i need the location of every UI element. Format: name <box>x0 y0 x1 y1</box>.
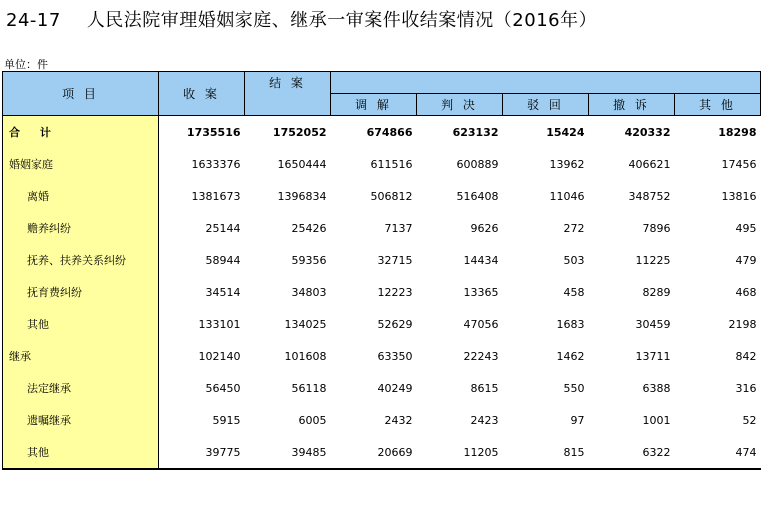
cell-mediation: 506812 <box>370 189 413 203</box>
cell-dismissed: 13962 <box>549 157 585 171</box>
cell-mediation: 20669 <box>331 436 417 469</box>
cell-other: 495 <box>735 221 757 235</box>
row-label: 遗嘱继承 <box>3 404 159 436</box>
cell-closed: 1650444 <box>277 157 327 171</box>
cell-withdrawn: 1001 <box>642 413 671 427</box>
cell-judgment: 22243 <box>463 349 499 363</box>
cell-other: 2198 <box>728 317 757 331</box>
cell-closed: 34803 <box>291 285 327 299</box>
table-row <box>3 180 761 212</box>
cell-other: 842 <box>735 349 757 363</box>
header-closed-blank <box>245 94 331 116</box>
cell-withdrawn: 8289 <box>642 285 671 299</box>
cell-closed: 6005 <box>298 413 327 427</box>
table-row <box>3 308 761 340</box>
cell-mediation: 12223 <box>377 285 413 299</box>
cell-judgment: 13365 <box>463 285 499 299</box>
cell-closed: 39485 <box>245 436 331 469</box>
header-dismissed: 驳 回 <box>503 94 589 116</box>
cell-withdrawn: 7896 <box>642 221 671 235</box>
cell-withdrawn: 13711 <box>635 349 671 363</box>
table-row <box>3 436 761 469</box>
cell-mediation: 2432 <box>384 413 413 427</box>
table-row <box>3 244 761 276</box>
cell-received: 133101 <box>198 317 241 331</box>
cell-received: 58944 <box>205 253 241 267</box>
cell-judgment: 623132 <box>452 125 499 139</box>
cell-dismissed: 458 <box>563 285 585 299</box>
row-label: 抚养、扶养关系纠纷 <box>3 244 159 276</box>
data-table <box>2 71 761 470</box>
cell-dismissed: 11046 <box>549 189 585 203</box>
cell-dismissed: 272 <box>563 221 585 235</box>
header-closed-span <box>331 72 761 94</box>
cell-judgment: 47056 <box>463 317 499 331</box>
cell-dismissed: 503 <box>563 253 585 267</box>
table-number: 24-17 <box>6 10 61 31</box>
cell-closed: 101608 <box>284 349 327 363</box>
cell-other: 479 <box>735 253 757 267</box>
header-mediation: 调 解 <box>331 94 417 116</box>
cell-withdrawn: 30459 <box>635 317 671 331</box>
cell-judgment: 8615 <box>470 381 499 395</box>
cell-closed: 1752052 <box>272 125 327 139</box>
table-row <box>3 276 761 308</box>
cell-other: 18298 <box>718 125 757 139</box>
cell-dismissed: 550 <box>563 381 585 395</box>
table-title-text: 人民法院审理婚姻家庭、继承一审案件收结案情况（2016年） <box>86 10 598 31</box>
cell-dismissed: 15424 <box>546 125 585 139</box>
cell-dismissed: 815 <box>503 436 589 469</box>
header-judgment: 判 决 <box>417 94 503 116</box>
row-label: 合 计 <box>3 116 159 149</box>
cell-other: 52 <box>742 413 757 427</box>
cell-mediation: 32715 <box>377 253 413 267</box>
cell-received: 25144 <box>205 221 241 235</box>
table-title <box>6 6 597 32</box>
header-other: 其 他 <box>675 94 761 116</box>
cell-closed: 59356 <box>291 253 327 267</box>
cell-closed: 134025 <box>284 317 327 331</box>
table-row <box>3 116 761 149</box>
cell-withdrawn: 6388 <box>642 381 671 395</box>
row-label: 离婚 <box>3 180 159 212</box>
cell-judgment: 600889 <box>456 157 499 171</box>
cell-other: 468 <box>735 285 757 299</box>
cell-received: 5915 <box>212 413 241 427</box>
cell-withdrawn: 6322 <box>589 436 675 469</box>
cell-received: 1381673 <box>191 189 241 203</box>
cell-withdrawn: 406621 <box>628 157 671 171</box>
row-label: 法定继承 <box>3 372 159 404</box>
table-row <box>3 148 761 180</box>
cell-mediation: 63350 <box>377 349 413 363</box>
cell-received: 102140 <box>198 349 241 363</box>
cell-received: 34514 <box>205 285 241 299</box>
cell-withdrawn: 348752 <box>628 189 671 203</box>
cell-withdrawn: 420332 <box>624 125 671 139</box>
row-label: 其他 <box>3 436 159 469</box>
cell-withdrawn: 11225 <box>635 253 671 267</box>
cell-judgment: 11205 <box>417 436 503 469</box>
row-label: 其他 <box>3 308 159 340</box>
table-row <box>3 340 761 372</box>
unit-label: 单位：件 <box>4 58 48 71</box>
cell-closed: 25426 <box>291 221 327 235</box>
row-label: 继承 <box>3 340 159 372</box>
cell-dismissed: 1462 <box>556 349 585 363</box>
cell-judgment: 9626 <box>470 221 499 235</box>
header-received: 收 案 <box>159 72 245 116</box>
row-label: 赡养纠纷 <box>3 212 159 244</box>
cell-dismissed: 1683 <box>556 317 585 331</box>
cell-mediation: 611516 <box>370 157 413 171</box>
cell-judgment: 14434 <box>463 253 499 267</box>
table-row <box>3 404 761 436</box>
header-item: 项 目 <box>3 72 159 116</box>
cell-received: 39775 <box>159 436 245 469</box>
header-closed: 结 案 <box>245 72 331 94</box>
table-row <box>3 212 761 244</box>
cell-mediation: 7137 <box>384 221 413 235</box>
cell-received: 56450 <box>205 381 241 395</box>
cell-other: 474 <box>675 436 761 469</box>
row-label: 抚育费纠纷 <box>3 276 159 308</box>
cell-closed: 1396834 <box>277 189 327 203</box>
row-label: 婚姻家庭 <box>3 148 159 180</box>
table-row <box>3 372 761 404</box>
cell-mediation: 52629 <box>377 317 413 331</box>
cell-mediation: 40249 <box>377 381 413 395</box>
cell-other: 316 <box>735 381 757 395</box>
cell-other: 13816 <box>721 189 757 203</box>
cell-received: 1633376 <box>191 157 241 171</box>
cell-judgment: 516408 <box>456 189 499 203</box>
cell-dismissed: 97 <box>570 413 585 427</box>
cell-other: 17456 <box>721 157 757 171</box>
cell-received: 1735516 <box>186 125 241 139</box>
cell-judgment: 2423 <box>470 413 499 427</box>
cell-closed: 56118 <box>291 381 327 395</box>
header-withdrawn: 撤 诉 <box>589 94 675 116</box>
cell-mediation: 674866 <box>366 125 413 139</box>
